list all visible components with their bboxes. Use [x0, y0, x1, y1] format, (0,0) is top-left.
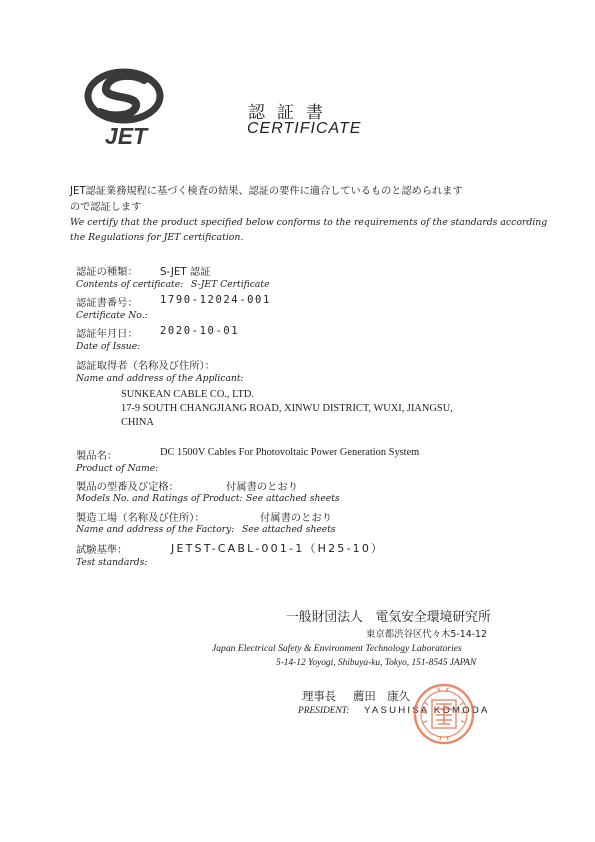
factory-label-en: Name and address of the Factory:	[76, 524, 235, 535]
standards-value: JETST-CABL-001-1（H25-10）	[171, 542, 385, 555]
jet-logo	[78, 68, 176, 150]
issuer-addr-en: 5-14-12 Yoyogi, Shibuya-ku, Tokyo, 151-8545 JAPAN	[276, 658, 477, 668]
standards-label-en: Test standards:	[76, 557, 148, 568]
issuer-org-en: Japan Electrical Safety & Environment Technology Laboratories	[212, 643, 462, 654]
issuer-addr-jp: 東京都渋谷区代々木5-14-12	[366, 629, 487, 640]
president-name-en: YASUHISA KOMODA	[364, 705, 490, 716]
statement-en-line1: We certify that the product specified below conforms to the requirements of the standards according	[70, 217, 548, 228]
certno-value: 1790-12024-001	[160, 294, 271, 306]
issuer-org-jp: 一般財団法人 電気安全環境研究所	[286, 610, 491, 625]
contents-value-en: S-JET Certificate	[191, 279, 270, 290]
product-value: DC 1500V Cables For Photovoltaic Power Generation System	[160, 447, 420, 458]
models-value-jp: 付属書のとおり	[226, 481, 299, 493]
applicant-line1: SUNKEAN CABLE CO., LTD.	[121, 389, 254, 400]
contents-label-jp: 認証の種類：	[76, 266, 138, 278]
issue-value: 2020-10-01	[160, 325, 240, 337]
applicant-line2: 17-9 SOUTH CHANGJIANG ROAD, XINWU DISTRICT, WUXI, JIANGSU,	[121, 403, 453, 414]
applicant-label-en: Name and address of the Applicant:	[76, 373, 244, 384]
product-label-en: Product of Name:	[76, 463, 159, 474]
applicant-label-jp: 認証取得者（名称及び住所）：	[76, 360, 216, 372]
title-en: CERTIFICATE	[247, 120, 362, 137]
contents-value-jp: S-JET 認証	[160, 266, 211, 278]
president-title-jp: 理事長	[302, 689, 337, 703]
applicant-line3: CHINA	[121, 417, 154, 428]
president-name-jp: 薦田 康久	[353, 689, 410, 703]
statement-jp-line2: ので認証します	[70, 202, 142, 213]
standards-label-jp: 試験基準：	[76, 544, 128, 556]
logo-text: JET	[104, 123, 148, 149]
models-label-jp: 製品の型番及び定格：	[76, 481, 179, 493]
statement-jp-line1: JET認証業務規程に基づく検査の結果、認証の要件に適合しているものと認められます	[70, 186, 463, 197]
official-seal-stamp	[412, 682, 476, 746]
president-label-en: PRESIDENT:	[298, 706, 350, 716]
factory-value-jp: 付属書のとおり	[260, 512, 333, 524]
issue-label-jp: 認証年月日：	[76, 328, 138, 340]
title-jp: 認証書	[248, 103, 335, 123]
statement-en-line2: the Regulations for JET certification.	[70, 232, 244, 243]
models-value-en: See attached sheets	[246, 493, 340, 504]
models-label-en: Models No. and Ratings of Product:	[76, 493, 243, 504]
contents-label-en: Contents of certificate:	[76, 279, 184, 290]
factory-label-jp: 製造工場（名称及び住所）：	[76, 512, 205, 524]
certno-label-jp: 認証書番号：	[76, 297, 138, 309]
issue-label-en: Date of Issue:	[76, 341, 141, 352]
certno-label-en: Certificate No.:	[76, 310, 148, 321]
product-label-jp: 製品名：	[76, 450, 118, 462]
factory-value-en: See attached sheets	[242, 524, 336, 535]
